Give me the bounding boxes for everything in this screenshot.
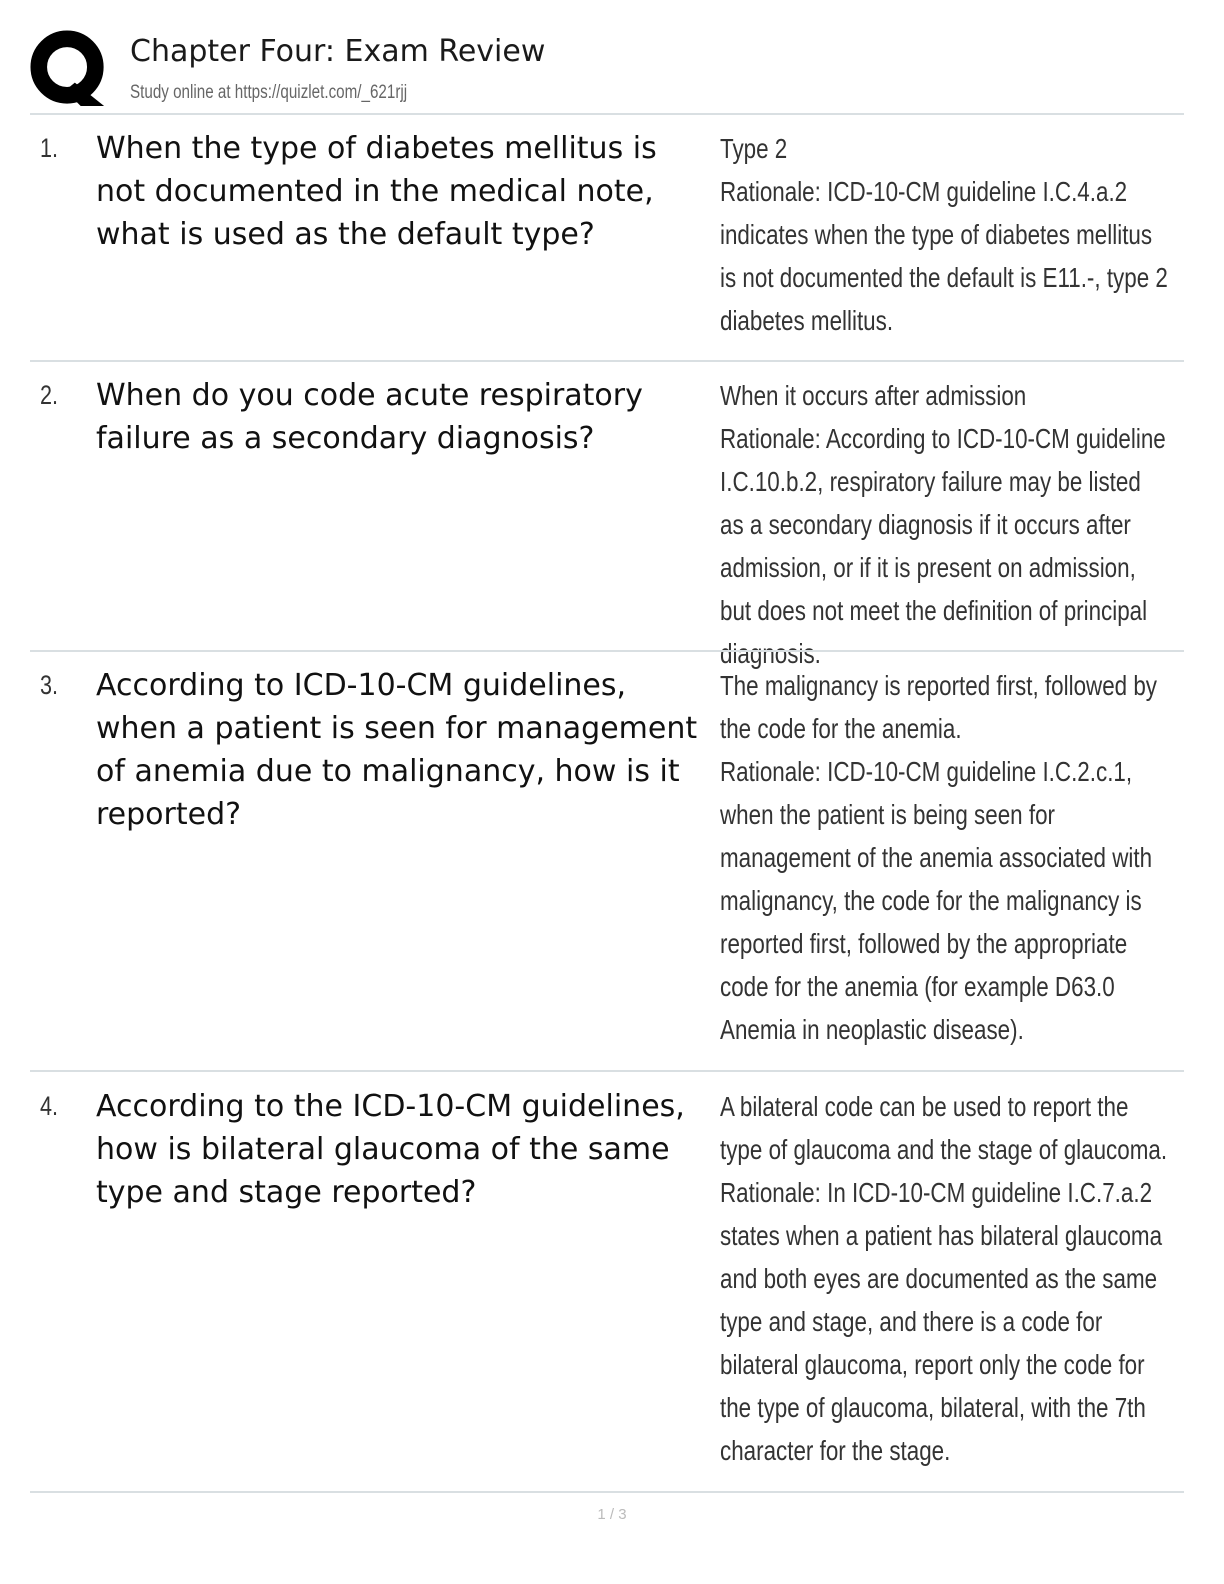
card-answer: A bilateral code can be used to report the type of glaucoma and the stage of glaucoma. Rationale: In ICD-10-CM guideline I.C.7.a.2 states when a patient has bilateral glaucoma and both eyes are documented as the same type and stage, and there is a code for bilateral glaucoma, report only the code for the type of glaucoma, bilateral, with the 7th character for the stage. xyxy=(720,1091,1168,1466)
card-answer: When it occurs after admission Rationale: According to ICD-10-CM guideline I.C.10.b.2, respiratory failure may be listed as a secondary diagnosis if it occurs after admission, or if it is present on admission, but does not meet the definition of principal diagnosis. xyxy=(720,380,1166,669)
divider xyxy=(30,360,1184,362)
card-question: When the type of diabetes mellitus is not documented in the medical note, what is used as the default type? xyxy=(96,131,657,252)
page-title: Chapter Four: Exam Review xyxy=(130,34,546,69)
divider xyxy=(30,113,1184,115)
divider xyxy=(30,650,1184,652)
study-link[interactable]: Study online at https://quizlet.com/_621rjj xyxy=(130,82,408,103)
flashcard-1 xyxy=(30,127,1184,352)
page-header xyxy=(30,26,1184,114)
card-answer: The malignancy is reported first, followed by the code for the anemia. Rationale: ICD-10-CM guideline I.C.2.c.1, when the patient is being seen for management of the anemia associated with malignancy, the code for the malignancy is reported first, followed by the appropriate code for the anemia (for example D63.0 Anemia in neoplastic disease). xyxy=(720,670,1157,1045)
divider xyxy=(30,1070,1184,1072)
card-number: 1. xyxy=(40,133,59,163)
card-number: 4. xyxy=(40,1091,59,1121)
flashcard-2 xyxy=(30,374,1184,669)
flashcard-4 xyxy=(30,1085,1184,1480)
card-number: 2. xyxy=(40,380,59,410)
card-question: According to the ICD-10-CM guidelines, how is bilateral glaucoma of the same type and stage reported? xyxy=(96,1089,685,1210)
card-number: 3. xyxy=(40,670,59,700)
card-question: According to ICD-10-CM guidelines, when a patient is seen for management of anemia due to malignancy, how is it reported? xyxy=(96,668,698,832)
card-answer: Type 2 Rationale: ICD-10-CM guideline I.C.4.a.2 indicates when the type of diabetes mellitus is not documented the default is E11.-, type 2 diabetes mellitus. xyxy=(720,133,1168,336)
divider xyxy=(30,1491,1184,1493)
flashcard-3 xyxy=(30,664,1184,1059)
card-question: When do you code acute respiratory failure as a secondary diagnosis? xyxy=(96,378,643,456)
quizlet-logo-icon xyxy=(30,30,108,108)
page-number: 1 / 3 xyxy=(597,1506,627,1523)
